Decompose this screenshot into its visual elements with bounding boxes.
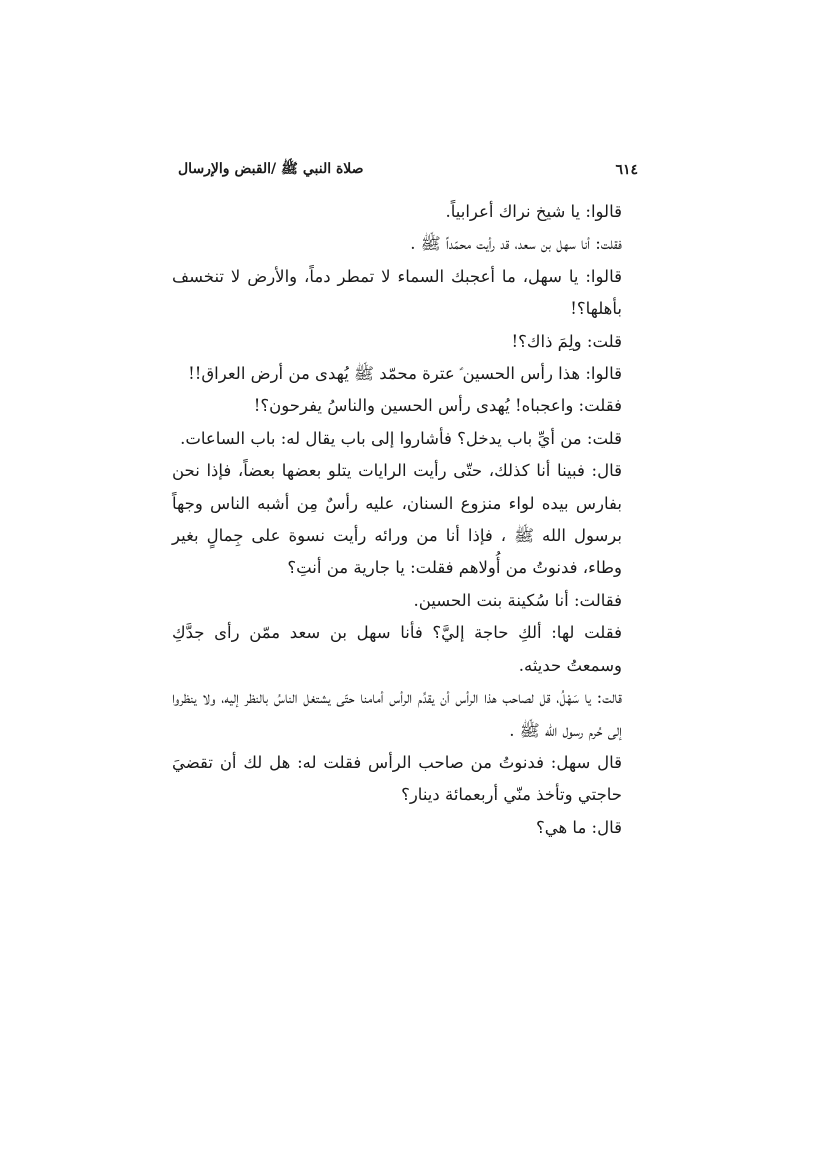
page-number: ٦١٤ xyxy=(615,162,638,178)
paragraph: فقالت: أنا سُكينة بنت الحسين. xyxy=(413,590,622,610)
paragraph: قالوا: هذا رأس الحسين ؑ عترة محمّد ﷺ يُهدى من أرض العراق!! xyxy=(188,364,622,384)
body-text xyxy=(172,196,650,844)
paragraph: فقلت لها: ألكِ حاجة إليَّ؟ فأنا سهل بن سعد ممّن رأى جدَّكِ وسمعتُ حديثه. xyxy=(172,623,622,675)
running-title: صلاة النبي ﷺ /القبض والإرسال xyxy=(178,161,364,177)
paragraph: قالوا: يا شيخ نراك أعرابياً. xyxy=(445,202,622,221)
paragraph: فقلت: واعجباه! يُهدى رأس الحسين والناسُ يفرحون؟! xyxy=(253,396,622,416)
page-header xyxy=(178,158,638,182)
paragraph: قالت: يا سَهْلُ، قل لصاحب هذا الرأس أن يقدِّم الرأس أمامنا حتّى يشتغل الناسُ بالنظر إليه، ولا ينظروا إلى حُرم رسول الله ﷺ . xyxy=(172,688,622,740)
paragraph: قال سهل: فدنوتُ من صاحب الرأس فقلت له: هل لك أن تقضيَ حاجتي وتأخذ منّي أربعمائة دينار؟ xyxy=(172,752,622,805)
paragraph: قال: فبينا أنا كذلك، حتّى رأيت الرايات يتلو بعضها بعضاً، فإذا نحن بفارس بيده لواء منزوع السنان، عليه رأسٌ مِن أشبه الناس وجهاً برسول الله ﷺ ، فإذا أنا من ورائه رأيت نسوة على جِمالٍ بغير وطاء، فدنوتُ من أُولاهم فقلت: يا جارية من أنتِ؟ xyxy=(172,461,622,578)
paragraph: قلت: من أيِّ باب يدخل؟ فأشاروا إلى باب يقال له: باب الساعات. xyxy=(180,428,622,448)
paragraph: قالوا: يا سهل، ما أعجبك السماء لا تمطر دماً، والأرض لا تنخسف بأهلها؟! xyxy=(172,266,622,319)
paragraph: فقلت: أنا سهل بن سعد، قد رأيت محمّداً ﷺ . xyxy=(410,234,622,254)
paragraph: قلت: ولِمَ ذاك؟! xyxy=(511,331,622,351)
paragraph: قال: ما هي؟ xyxy=(535,817,622,837)
